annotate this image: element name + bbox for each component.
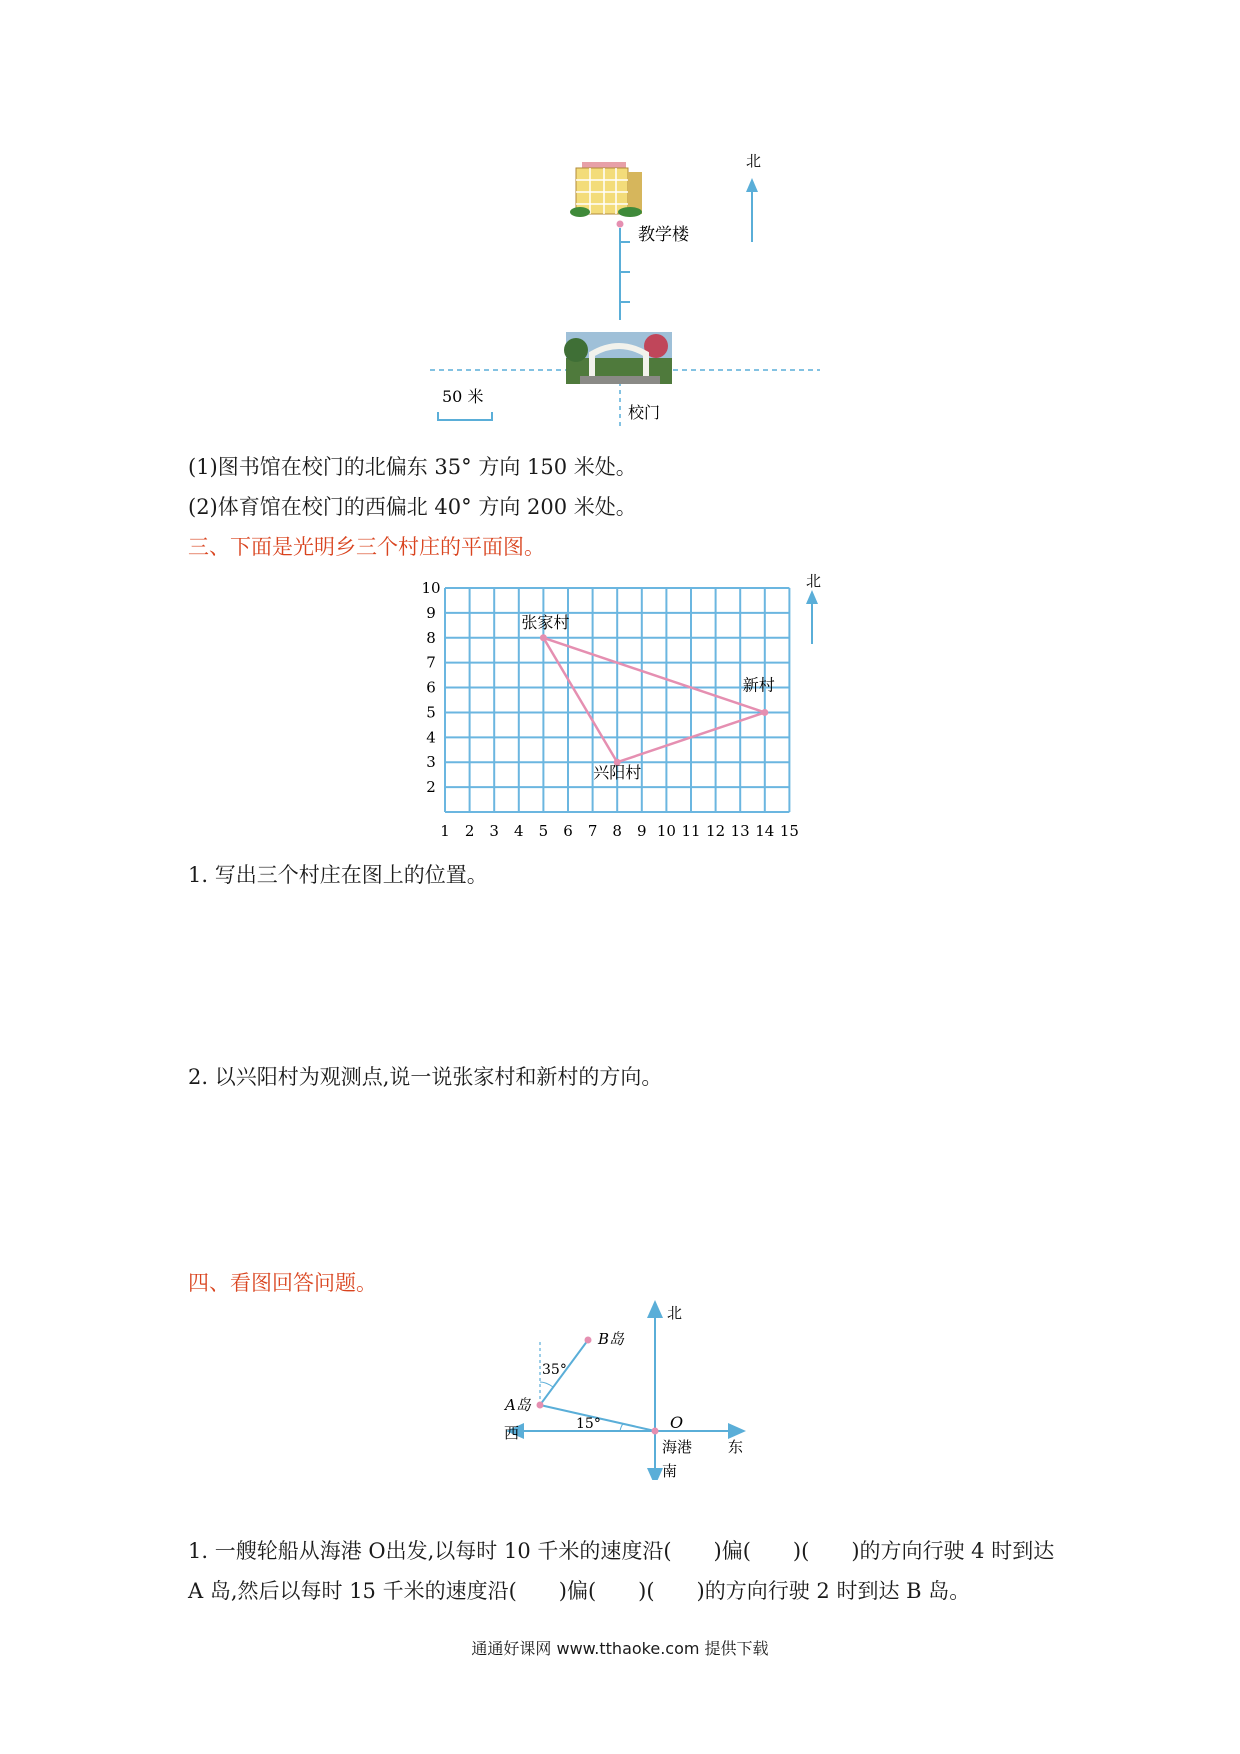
page-footer: 通通好课网 www.tthaoke.com 提供下载 (471, 1639, 769, 1658)
y-tick-label: 8 (426, 628, 436, 647)
x-tick-label: 10 (656, 822, 676, 840)
compass-diagram (490, 1300, 760, 1480)
gym-item: (2)体育馆在校门的西偏北 40° 方向 200 米处。 (188, 495, 637, 519)
section3-question-2: 2. 以兴阳村为观测点,说一说张家村和新村的方向。 (188, 1065, 663, 1089)
x-tick-label: 8 (612, 822, 622, 840)
x-tick-label: 4 (514, 822, 524, 840)
village-label: 张家村 (521, 612, 570, 632)
village-grid (410, 572, 830, 842)
scale-label: 50 米 (442, 387, 484, 406)
y-tick-label: 5 (426, 703, 436, 722)
building-label: 教学楼 (638, 225, 689, 245)
section3-heading: 三、下面是光明乡三个村庄的平面图。 (188, 535, 545, 559)
y-tick-label: 9 (426, 603, 436, 622)
y-tick-label: 7 (426, 653, 436, 672)
x-tick-label: 12 (706, 822, 726, 840)
x-tick-label: 5 (538, 822, 549, 840)
y-tick-label: 2 (426, 778, 436, 797)
angle-oa-label: 15° (576, 1416, 601, 1432)
island-a-label: A岛 (505, 1396, 531, 1414)
x-tick-label: 14 (755, 822, 775, 840)
x-tick-label: 13 (730, 822, 750, 840)
campus-map (420, 150, 820, 430)
library-item: (1)图书馆在校门的北偏东 35° 方向 150 米处。 (188, 455, 637, 479)
harbor-label: 海港 (662, 1438, 693, 1456)
section4-heading: 四、看图回答问题。 (188, 1271, 377, 1295)
village-triangle (543, 638, 764, 762)
gate-label: 校门 (628, 403, 661, 422)
y-tick-label: 10 (421, 579, 441, 597)
grid-north-arrowhead (806, 590, 818, 604)
y-tick-label: 3 (426, 753, 436, 772)
compass-west-label: 西 (504, 1424, 520, 1442)
grid-north-label: 北 (806, 572, 822, 590)
school-gate-image (564, 332, 672, 384)
x-tick-label: 9 (637, 822, 647, 840)
x-tick-label: 6 (563, 822, 573, 840)
section4-question-1-line-2: A 岛,然后以每时 15 千米的速度沿( )偏( )( )的方向行驶 2 时到达 B 岛。 (188, 1579, 971, 1603)
village-point (761, 709, 768, 716)
x-tick-label: 7 (587, 822, 598, 840)
village-label: 新村 (742, 675, 775, 695)
scale-bar (438, 412, 492, 420)
village-point (540, 634, 547, 641)
x-tick-label: 11 (681, 822, 701, 840)
compass-east-label: 东 (728, 1438, 744, 1456)
x-tick-label: 3 (489, 822, 499, 840)
x-tick-label: 15 (779, 822, 799, 840)
x-tick-label: 2 (464, 822, 475, 840)
island-a-point (537, 1402, 544, 1409)
building-point (617, 221, 624, 228)
x-tick-label: 1 (440, 822, 450, 840)
origin-label: O (670, 1413, 684, 1432)
angle-ab-label: 35° (542, 1362, 567, 1378)
village-label: 兴阳村 (593, 763, 642, 783)
y-tick-label: 4 (426, 728, 436, 747)
section3-question-1: 1. 写出三个村庄在图上的位置。 (188, 863, 488, 887)
compass-north-label: 北 (667, 1304, 683, 1322)
campus-north-label: 北 (746, 152, 762, 170)
island-b-label: B岛 (598, 1330, 625, 1348)
harbor-point (652, 1428, 659, 1435)
compass-south-label: 南 (662, 1462, 678, 1480)
teaching-building-image (570, 162, 642, 217)
y-tick-label: 6 (426, 678, 436, 697)
island-b-point (585, 1337, 592, 1344)
section4-question-1-line-1: 1. 一艘轮船从海港 O出发,以每时 10 千米的速度沿( )偏( )( )的方向行驶 4 时到达 (188, 1539, 1055, 1563)
